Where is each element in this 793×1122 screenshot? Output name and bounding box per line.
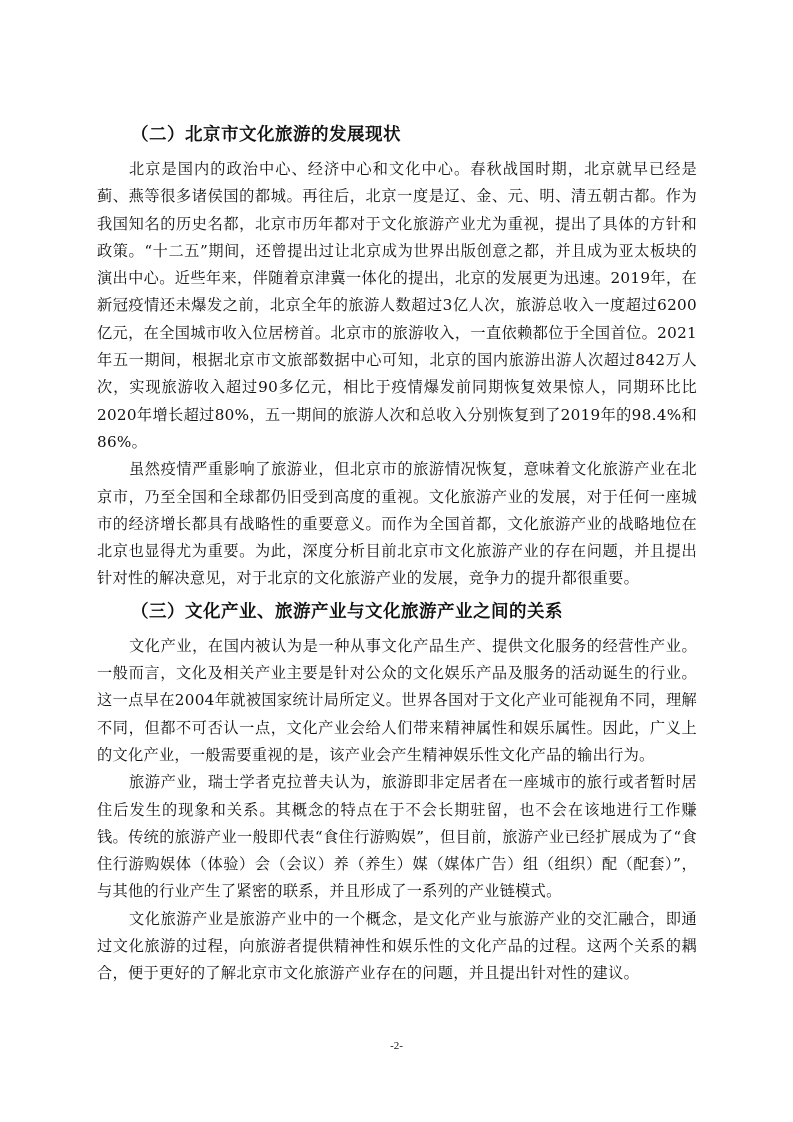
page-number: -2-: [390, 1040, 403, 1052]
body-paragraph: 北京是国内的政治中心、经济中心和文化中心。春秋战国时期，北京就早已经是蓟、燕等很多诸侯国的都城。再往后，北京一度是辽、金、元、明、清五朝古都。作为我国知名的历史名都，北京市历年都对于文化旅游产业尤为重视，提出了具体的方针和政策。“十二五”期间，还曾提出过让北京成为世界出版创意之都，并且成为亚太板块的演出中心。近些年来，伴随着京津冀一体化的提出，北京的发展更为迅速。2019年，在新冠疫情还未爆发之前，北京全年的旅游人数超过3亿人次，旅游总收入一度超过6200亿元，在全国城市收入位居榜首。北京市的旅游收入，一直依赖都位于全国首位。2021年五一期间，根据北京市文旅部数据中心可知，北京的国内旅游出游人次超过842万人次，实现旅游收入超过90多亿元，相比于疫情爆发前同期恢复效果惊人，同期环比比2020年增长超过80%，五一期间的旅游人次和总收入分别恢复到了2019年的98.4%和86%。: [97, 160, 697, 451]
body-paragraph: 文化旅游产业是旅游产业中的一个概念，是文化产业与旅游产业的交汇融合，即通过文化旅游的过程，向旅游者提供精神性和娱乐性的文化产品的过程。这两个关系的耦合，便于更好的了解北京市文化旅游产业存在的问题，并且提出针对性的建议。: [97, 909, 697, 983]
section-heading-industry-relationship: （三）文化产业、旅游产业与文化旅游产业之间的关系: [131, 601, 563, 622]
section-heading-development-status: （二）北京市文化旅游的发展现状: [131, 125, 401, 145]
body-paragraph: 虽然疫情严重影响了旅游业，但北京市的旅游情况恢复，意味着文化旅游产业在北京市，乃至全国和全球都仍旧受到高度的重视。文化旅游产业的发展，对于任何一座城市的经济增长都具有战略性的重要意义。而作为全国首都，文化旅游产业的战略地位在北京也显得尤为重要。为此，深度分析目前北京市文化旅游产业的存在问题，并且提出针对性的解决意见，对于北京的文化旅游产业的发展，竞争力的提升都很重要。: [97, 460, 697, 588]
body-paragraph: 文化产业，在国内被认为是一种从事文化产品生产、提供文化服务的经营性产业。一般而言，文化及相关产业主要是针对公众的文化娱乐产品及服务的活动诞生的行业。这一点早在2004年就被国家统计局所定义。世界各国对于文化产业可能视角不同，理解不同，但都不可否认一点，文化产业会给人们带来精神属性和娱乐属性。因此，广义上的文化产业，一般需要重视的是，该产业会产生精神娱乐性文化产品的输出行为。: [97, 636, 697, 764]
body-paragraph: 旅游产业，瑞士学者克拉普夫认为，旅游即非定居者在一座城市的旅行或者暂时居住后发生的现象和关系。其概念的特点在于不会长期驻留，也不会在该地进行工作赚钱。传统的旅游产业一般即代表“食住行游购娱”，但目前，旅游产业已经扩展成为了“食住行游购娱体（体验）会（会议）养（养生）媒（媒体广告）组（组织）配（配套）”，与其他的行业产生了紧密的联系，并且形成了一系列的产业链模式。: [97, 773, 697, 901]
document-body: [97, 120, 697, 988]
